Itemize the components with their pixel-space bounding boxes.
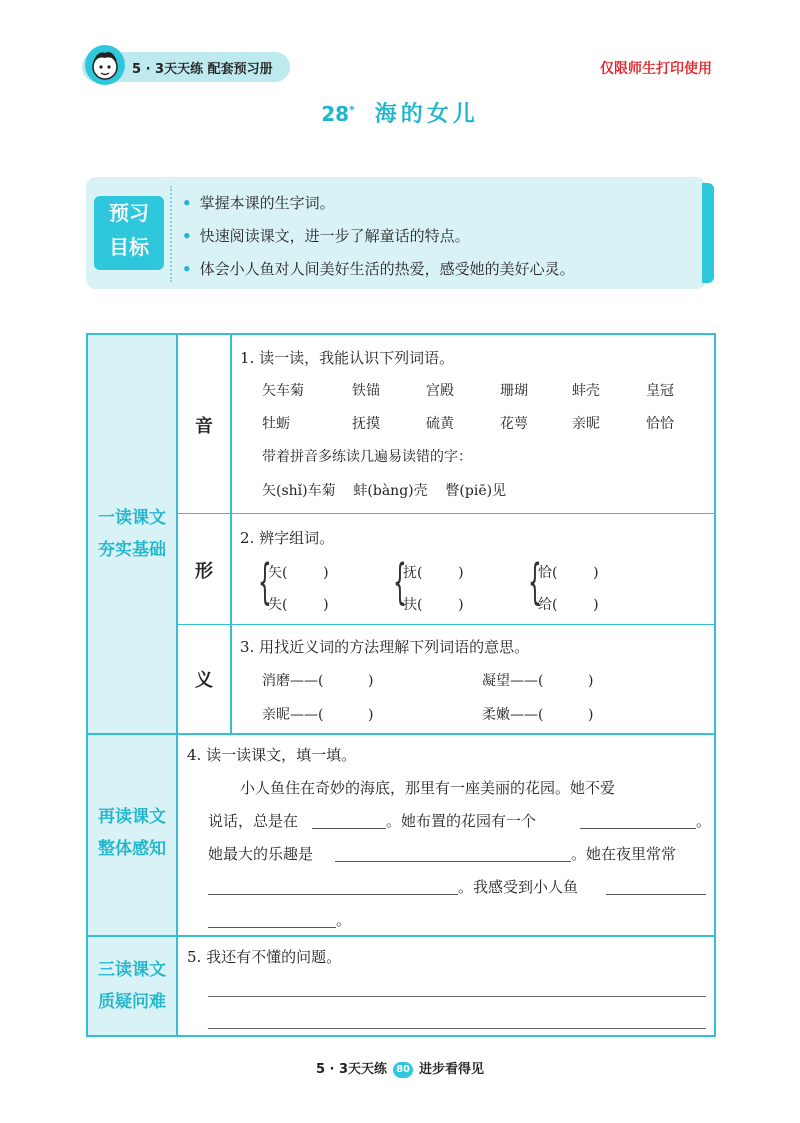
header-restriction-note: 仅限师生打印使用 bbox=[600, 61, 712, 77]
char-pair-item: 矢( ) bbox=[268, 565, 329, 581]
word: 恰恰 bbox=[646, 416, 674, 432]
goal-item: • 掌握本课的生字词。 bbox=[182, 194, 335, 212]
answer-blank[interactable] bbox=[580, 810, 696, 829]
goals-badge bbox=[94, 196, 164, 270]
passage-text: 。 bbox=[336, 911, 352, 929]
word: 宫殿 bbox=[426, 383, 454, 399]
answer-blank[interactable] bbox=[606, 876, 706, 895]
footer-slogan: 进步看得见 bbox=[419, 1062, 485, 1077]
char-pair-item: 恰( ) bbox=[538, 565, 599, 581]
passage-text: 。我感受到小人鱼 bbox=[458, 878, 579, 896]
table-divider bbox=[177, 624, 715, 625]
question-4: 4. 读一读课文，填一填。 bbox=[187, 746, 357, 764]
footer bbox=[0, 1058, 800, 1078]
sub-label-meaning: 义 bbox=[195, 670, 213, 691]
brace-icon: { bbox=[393, 554, 407, 610]
table-divider bbox=[86, 935, 716, 937]
answer-line[interactable] bbox=[208, 1028, 706, 1029]
pinyin-words: 矢(shǐ)车菊 蚌(bàng)壳 瞥(piē)见 bbox=[262, 483, 507, 499]
question-5: 5. 我还有不懂的问题。 bbox=[187, 948, 342, 966]
word: 花萼 bbox=[500, 416, 528, 432]
pinyin-note: 带着拼音多练读几遍易读错的字： bbox=[262, 449, 472, 465]
answer-blank[interactable] bbox=[208, 876, 458, 895]
footer-brand: 5 · 3天天练 bbox=[315, 1062, 388, 1077]
answer-blank[interactable] bbox=[335, 843, 571, 862]
word: 铁锚 bbox=[352, 383, 380, 399]
answer-blank[interactable] bbox=[208, 909, 336, 928]
synonym-item: 亲昵——( ) bbox=[262, 707, 374, 723]
passage-line-1: 小人鱼住在奇妙的海底，那里有一座美丽的花园。她不爱 bbox=[240, 779, 616, 797]
table-divider bbox=[86, 733, 716, 735]
word: 矢车菊 bbox=[262, 383, 304, 399]
goal-item: • 快速阅读课文，进一步了解童话的特点。 bbox=[182, 227, 470, 245]
answer-line[interactable] bbox=[208, 996, 706, 997]
goal-item: • 体会小人鱼对人间美好生活的热爱，感受她的美好心灵。 bbox=[182, 260, 575, 278]
char-pair-item: 失( ) bbox=[268, 597, 329, 613]
section-label-read-three: 三读课文 质疑问难 bbox=[98, 960, 166, 1012]
question-1: 1. 读一读，我能认识下列词语。 bbox=[240, 349, 455, 367]
word: 皇冠 bbox=[646, 383, 674, 399]
page-number: 80 bbox=[393, 1062, 413, 1078]
passage-text: 她最大的乐趣是 bbox=[208, 845, 314, 863]
passage-text: 。她在夜里常常 bbox=[571, 845, 677, 863]
section-label-read-two: 再读课文 整体感知 bbox=[98, 807, 166, 859]
synonym-item: 凝望——( ) bbox=[482, 673, 594, 689]
header-brand: 5 · 3天天练 配套预习册 bbox=[132, 62, 273, 77]
word: 亲昵 bbox=[572, 416, 600, 432]
word: 硫黄 bbox=[426, 416, 454, 432]
char-pair-item: 抚( ) bbox=[403, 565, 464, 581]
mascot-icon bbox=[84, 44, 126, 86]
word: 抚摸 bbox=[352, 416, 380, 432]
char-pair-item: 扶( ) bbox=[403, 597, 464, 613]
passage-text: 。她布置的花园有一个 bbox=[386, 812, 537, 830]
lesson-title-text: 海的女儿 bbox=[374, 102, 479, 127]
question-3: 3. 用找近义词的方法理解下列词语的意思。 bbox=[240, 638, 530, 656]
sub-label-sound: 音 bbox=[195, 416, 213, 437]
lesson-title bbox=[0, 97, 800, 128]
synonym-item: 柔嫩——( ) bbox=[482, 707, 594, 723]
goals-separator bbox=[170, 186, 172, 282]
table-divider bbox=[177, 513, 715, 514]
sub-label-shape: 形 bbox=[195, 561, 213, 582]
question-2: 2. 辨字组词。 bbox=[240, 529, 335, 547]
goals-tab bbox=[702, 183, 714, 283]
goals-badge-line1: 预习 bbox=[109, 201, 149, 225]
answer-blank[interactable] bbox=[312, 810, 386, 829]
passage-text: 。 bbox=[696, 812, 712, 830]
goals-badge-line2: 目标 bbox=[109, 235, 149, 259]
brace-icon: { bbox=[528, 554, 542, 610]
char-pair-item: 给( ) bbox=[538, 597, 599, 613]
brace-icon: { bbox=[258, 554, 272, 610]
passage-text: 说话，总是在 bbox=[208, 812, 299, 830]
lesson-number: 28* bbox=[321, 102, 355, 126]
word: 珊瑚 bbox=[500, 383, 528, 399]
section-label-read-one: 一读课文 夯实基础 bbox=[98, 508, 166, 560]
synonym-item: 消磨——( ) bbox=[262, 673, 374, 689]
word: 蚌壳 bbox=[572, 383, 600, 399]
word: 牡蛎 bbox=[262, 416, 290, 432]
